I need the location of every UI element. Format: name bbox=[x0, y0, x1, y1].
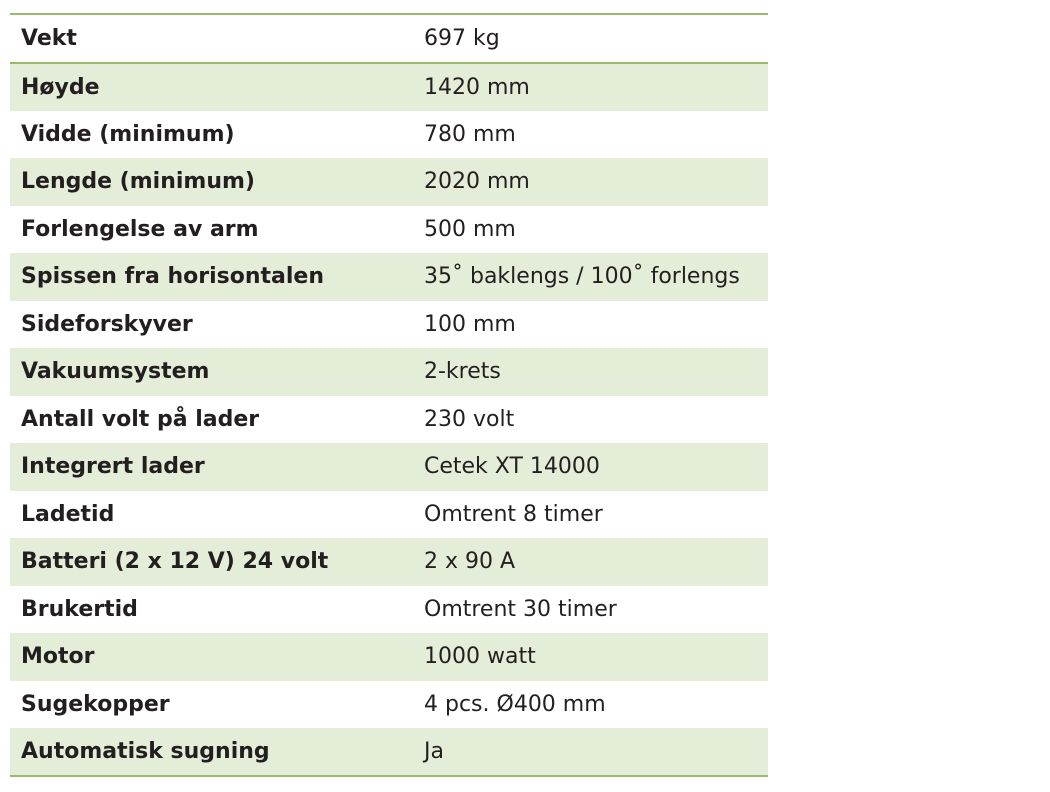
spec-label: Høyde bbox=[21, 74, 100, 100]
spec-value: Omtrent 30 timer bbox=[424, 596, 617, 622]
spec-value: 2 x 90 A bbox=[424, 549, 516, 575]
spec-value: 35˚ baklengs / 100˚ forlengs bbox=[424, 264, 740, 290]
spec-value: 100 mm bbox=[424, 311, 516, 337]
spec-label: Brukertid bbox=[21, 596, 138, 622]
spec-label: Ladetid bbox=[21, 501, 115, 527]
spec-label: Vakuumsystem bbox=[21, 359, 210, 385]
spec-row bbox=[10, 396, 768, 444]
spec-row bbox=[10, 491, 768, 539]
spec-label: Forlengelse av arm bbox=[21, 216, 259, 242]
spec-label: Automatisk sugning bbox=[21, 738, 270, 764]
spec-value: 230 volt bbox=[424, 406, 515, 432]
spec-value: 1420 mm bbox=[424, 74, 530, 100]
spec-row bbox=[10, 301, 768, 349]
spec-value: 2-krets bbox=[424, 359, 501, 385]
spec-value: 500 mm bbox=[424, 216, 516, 242]
spec-label: Spissen fra horisontalen bbox=[21, 264, 325, 290]
spec-value: 4 pcs. Ø400 mm bbox=[424, 691, 606, 717]
spec-row bbox=[10, 111, 768, 159]
spec-label: Sugekopper bbox=[21, 691, 170, 717]
spec-row bbox=[10, 538, 768, 586]
spec-row bbox=[10, 158, 768, 206]
spec-row bbox=[10, 681, 768, 729]
spec-value: Omtrent 8 timer bbox=[424, 501, 603, 527]
spec-value: 2020 mm bbox=[424, 169, 530, 195]
spec-row bbox=[10, 633, 768, 681]
spec-label: Batteri (2 x 12 V) 24 volt bbox=[21, 549, 329, 575]
spec-row bbox=[10, 63, 768, 111]
spec-row bbox=[10, 586, 768, 634]
spec-value: 780 mm bbox=[424, 121, 516, 147]
spec-label: Lengde (minimum) bbox=[21, 169, 255, 195]
spec-value: Ja bbox=[424, 738, 444, 764]
spec-label: Vekt bbox=[21, 26, 77, 51]
spec-label: Antall volt på lader bbox=[21, 406, 260, 432]
spec-row bbox=[10, 443, 768, 491]
spec-label: Integrert lader bbox=[21, 454, 205, 480]
spec-label: Vidde (minimum) bbox=[21, 121, 235, 147]
spec-row bbox=[10, 206, 768, 254]
spec-row bbox=[10, 348, 768, 396]
spec-row bbox=[10, 14, 768, 63]
spec-value: 697 kg bbox=[424, 26, 500, 51]
spec-row bbox=[10, 728, 768, 776]
spec-label: Sideforskyver bbox=[21, 311, 193, 337]
specifications-table bbox=[10, 13, 768, 777]
spec-value: 1000 watt bbox=[424, 644, 536, 670]
spec-row bbox=[10, 253, 768, 301]
spec-label: Motor bbox=[21, 644, 95, 670]
spec-value: Cetek XT 14000 bbox=[424, 454, 600, 480]
